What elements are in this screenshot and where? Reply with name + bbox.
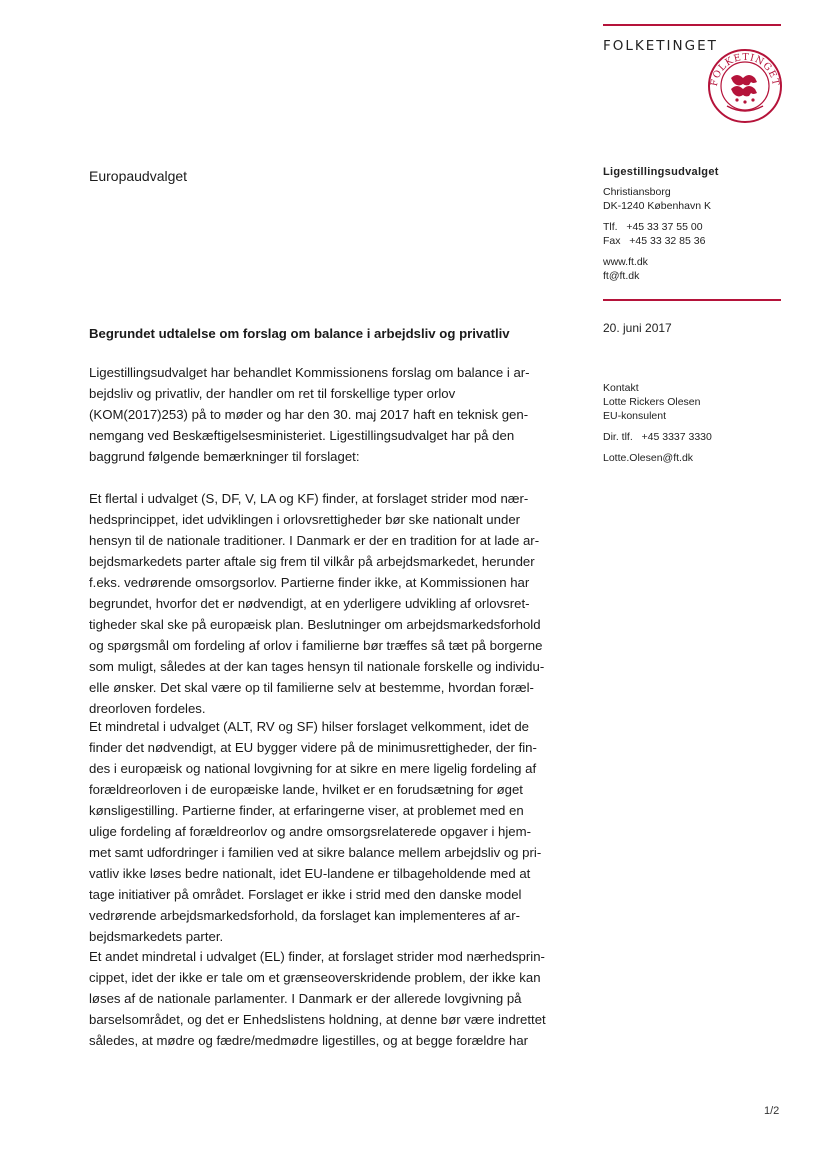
folketinget-seal-icon [707, 48, 783, 124]
contact-direct-phone: Dir. tlf. +45 3337 3330 [603, 431, 712, 443]
sender-web-link[interactable]: www.ft.dk [603, 256, 648, 268]
brand-name: FOLKETINGET [603, 38, 718, 54]
sender-email-link[interactable]: ft@ft.dk [603, 270, 640, 282]
sidebar-divider-rule [603, 299, 781, 301]
contact-title: EU-konsulent [603, 410, 667, 422]
header-top-rule [603, 24, 781, 26]
letter-subject: Begrundet udtalelse om forslag om balance i arbejdsliv og privatliv [89, 326, 510, 341]
sender-phone: Tlf. +45 33 37 55 00 [603, 221, 703, 233]
svg-text:FOLKETINGET: FOLKETINGET [708, 51, 782, 88]
sender-address-line2: DK-1240 København K [603, 200, 711, 212]
contact-label: Kontakt [603, 382, 639, 394]
sender-fax: Fax +45 33 32 85 36 [603, 235, 706, 247]
recipient-name: Europaudvalget [89, 168, 188, 184]
page-number: 1/2 [764, 1105, 780, 1117]
sender-committee: Ligestillingsudvalget [603, 166, 719, 178]
contact-email-link[interactable]: Lotte.Olesen@ft.dk [603, 452, 694, 464]
body-paragraph-3: Et mindretal i udvalget (ALT, RV og SF) hilser forslaget velkomment, idet de finder det nødvendigt, at EU bygger videre på de minimusrettigheder, der fin- des i europæisk og national lovgivning for at sikre en mere ligelig fordeling af forældreorloven i de europæiske lande, hvilket er en forudsætning for øget kønsligestilling. Partierne finder, at erfaringerne viser, at problemet med en ulige fordeling af forældreorlov og andre omsorgsrelaterede opgaver i hjem- met samt udfordringer i familien ved at sikre balance mellem arbejdsliv og pri- vatliv ikke løses bedre nationalt, idet EU-landene er tilbageholdende med at tage initiativer på området. Forslaget er ikke i strid med den danske model vedrørende arbejdsmarkedsforhold, da forslaget kan implementeres af ar- bejdsmarkedets parter. [89, 719, 542, 944]
body-paragraph-1: Ligestillingsudvalget har behandlet Kommissionens forslag om balance i ar- bejdsliv og privatliv, der handler om ret til forskellige typer orlov (KOM(2017)253) på to møder og har den 30. maj 2017 haft en teknisk gen- nemgang ved Beskæftigelsesministeriet. Ligestillingsudvalget har på den baggrund følgende bemærkninger til forslaget: [89, 365, 530, 464]
sender-address-line1: Christiansborg [603, 186, 671, 198]
contact-name: Lotte Rickers Olesen [603, 396, 701, 408]
body-paragraph-2: Et flertal i udvalget (S, DF, V, LA og KF) finder, at forslaget strider mod nær- hedsprincippet, idet udviklingen i orlovsrettigheder bør ske nationalt under hensyn til de nationale traditioner. I Danmark er der en tradition for at lade ar- bejdsmarkedets parter aftale sig frem til vilkår på arbejdsmarkedet, herunder f.eks. vedrørende omsorgsorlov. Partierne finder ikke, at Kommissionen har begrundet, hvorfor det er nødvendigt, at en yderligere udvikling af orlovsret- tigheder skal ske på europæisk plan. Beslutninger om arbejdsmarkedsforhold og spørgsmål om fordeling af orlov i familierne bør træffes så tæt på borgerne som muligt, således at der kan tages hensyn til nationale forskelle og individu- elle ønsker. Det skal være op til familierne selv at bestemme, hvordan foræl- dreorloven fordeles. [89, 491, 545, 716]
letter-date: 20. juni 2017 [603, 321, 672, 335]
body-paragraph-4: Et andet mindretal i udvalget (EL) finder, at forslaget strider mod nærhedsprin- cippet, idet der ikke er tale om et grænseoverskridende problem, der ikke kan løses af de nationale parlamenter. I Danmark er der allerede lovgivning på barselsområdet, og det er Enhedslistens holdning, at denne bør være indrettet således, at mødre og fædre/medmødre ligestilles, og at begge forældre har [89, 949, 546, 1048]
